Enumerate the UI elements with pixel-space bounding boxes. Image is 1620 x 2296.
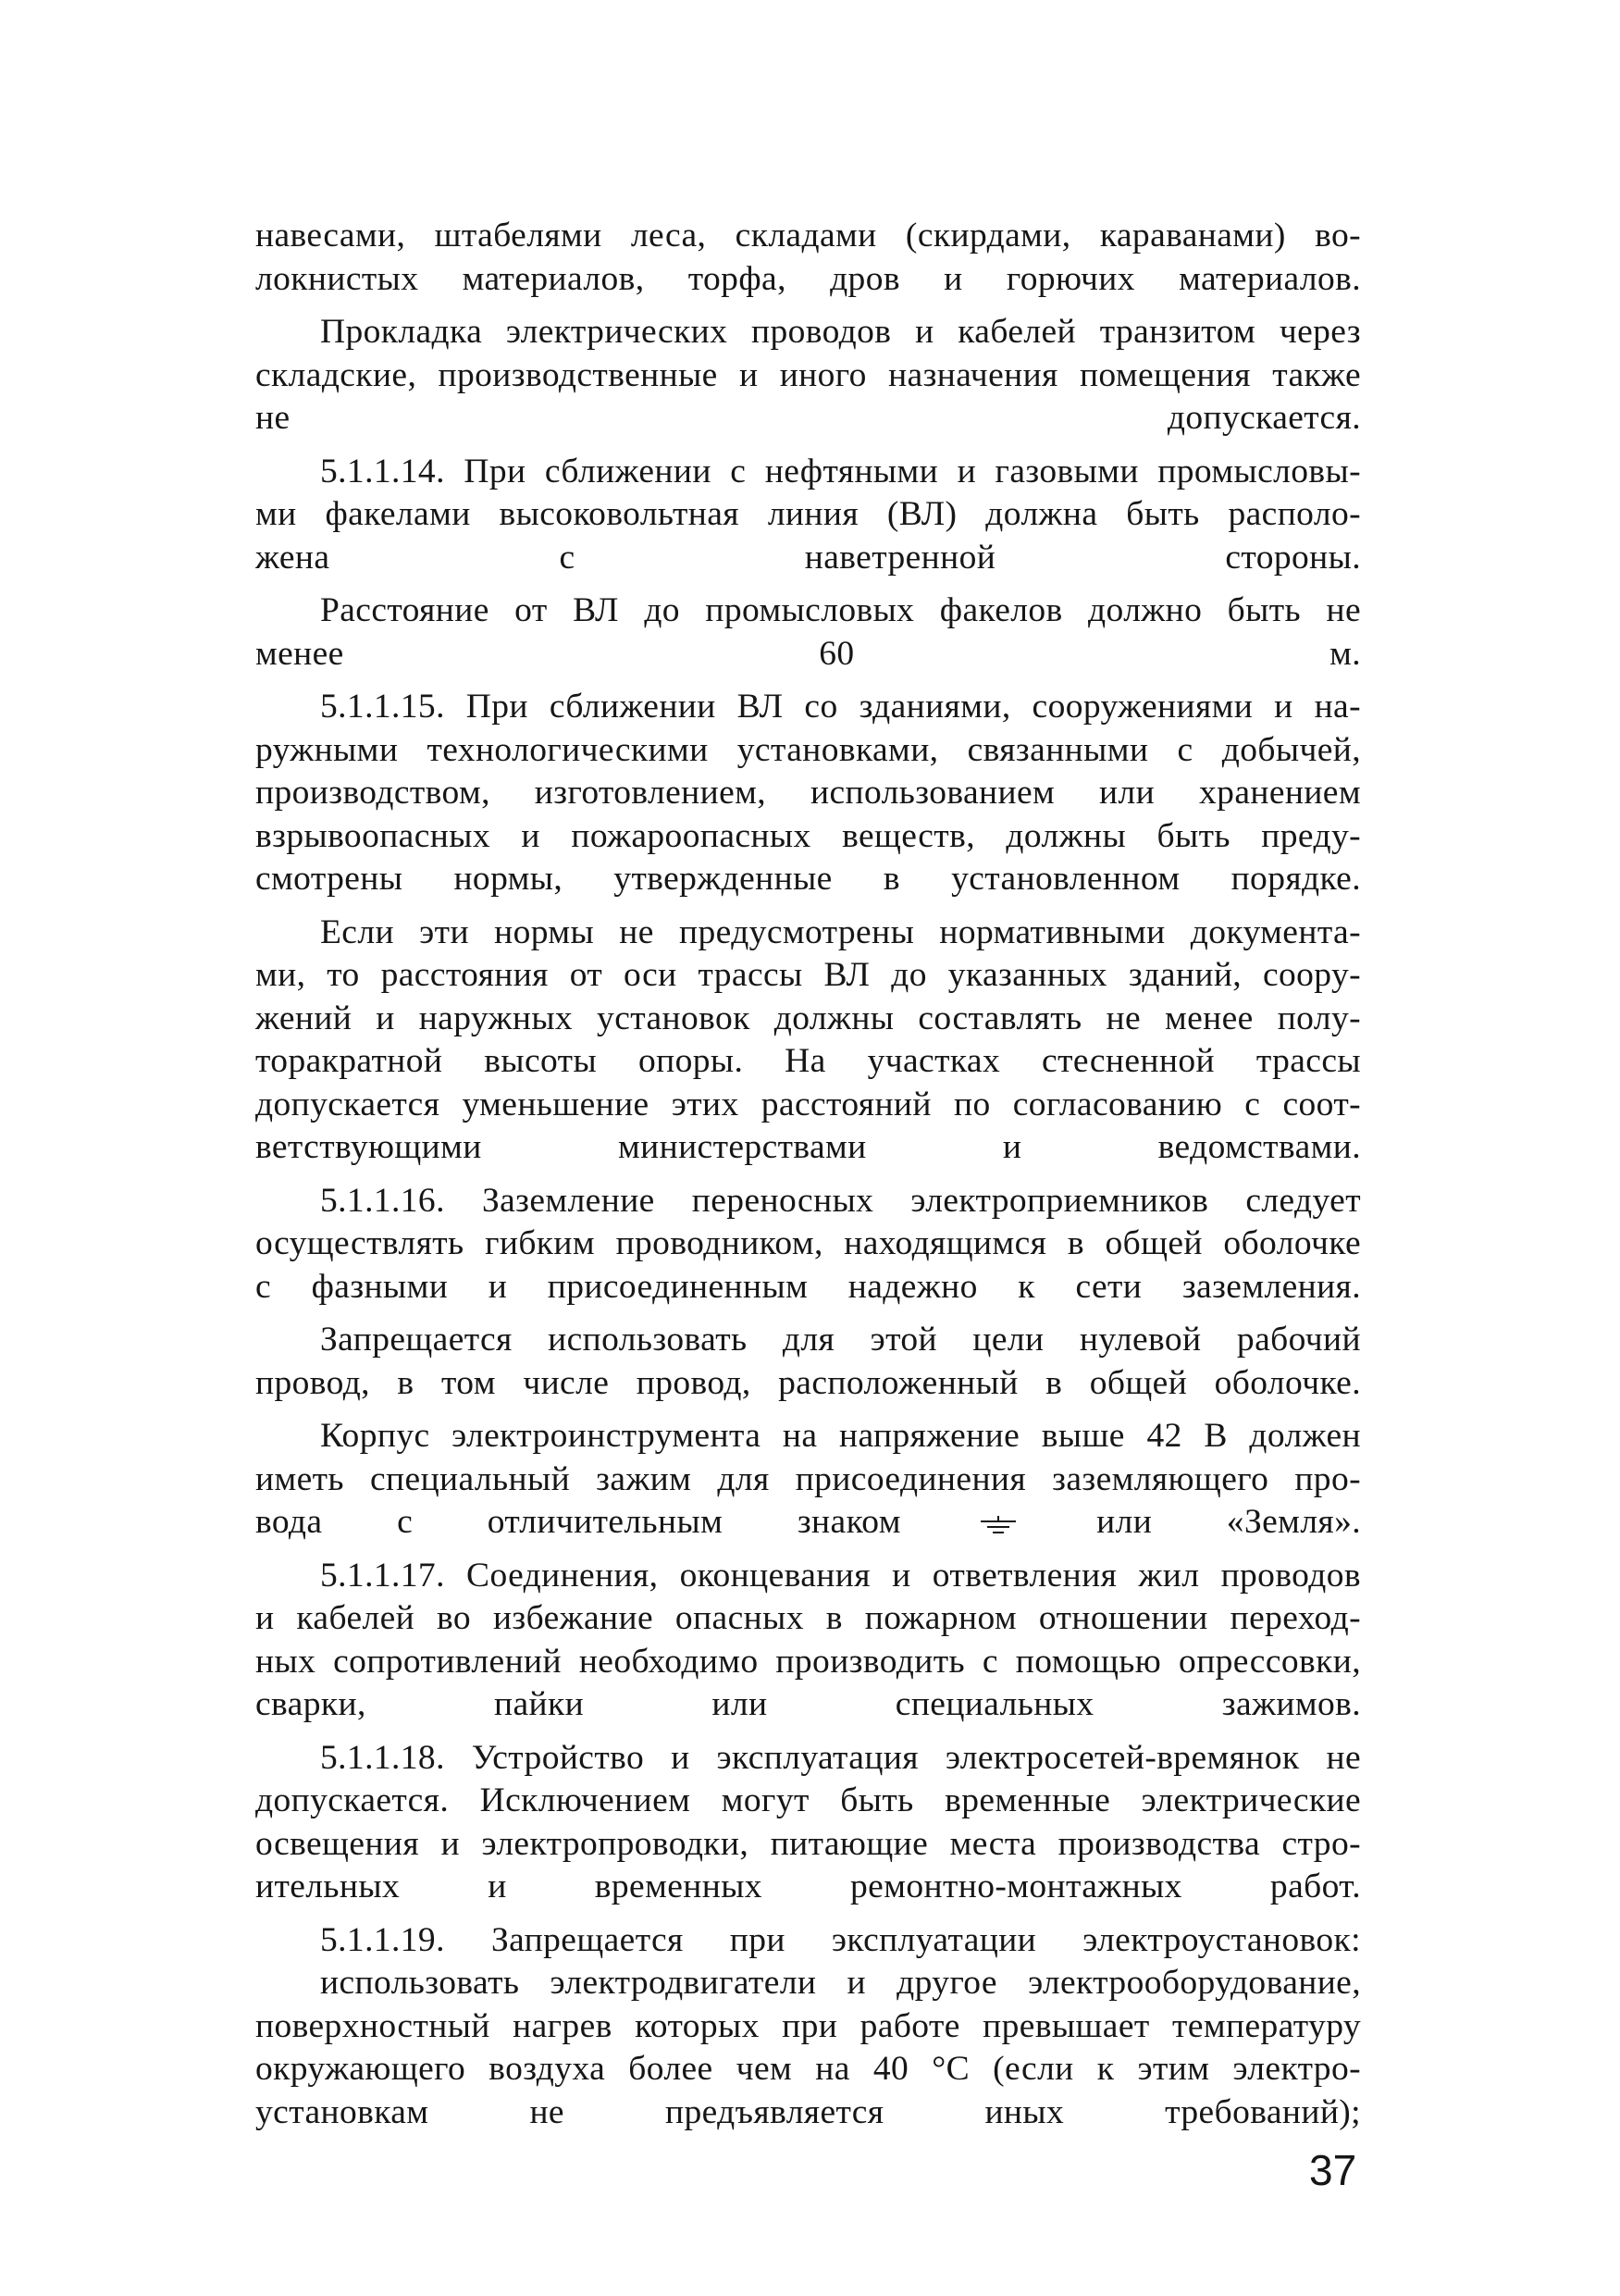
text-line: иметь специальный зажим для присоединения заземляющего про- [255,1459,1361,1498]
text-line [255,1503,1361,1541]
text-line: 5.1.1.19. Запрещается при эксплуатации электроустановок: [320,1920,1361,1959]
text-line: менее 60 м. [255,634,1361,673]
page-number: 37 [1309,2146,1357,2194]
text-line: 5.1.1.17. Соединения, оконцевания и ответвления жил проводов [320,1556,1361,1595]
text-line: смотрены нормы, утвержденные в установленном порядке. [255,860,1361,898]
text-fragment: или «Земля». [1096,1503,1362,1541]
text-line: Расстояние от ВЛ до промысловых факелов должно быть не [320,591,1361,629]
text-line: ветствующими министерствами и ведомствами. [255,1128,1361,1166]
text-line: установкам не предъявляется иных требований); [255,2092,1361,2131]
text-line: окружающего воздуха более чем на 40 °С (если к этим электро- [255,2050,1361,2088]
paragraph-motors [255,1962,1361,2134]
text-line: локнистых материалов, торфа, дров и горючих материалов. [255,259,1361,298]
text-line: поверхностный нагрев которых при работе превышает температуру [255,2006,1361,2045]
text-line: складские, производственные и иного назначения помещения также [255,355,1361,394]
text-line: взрывоопасных и пожароопасных веществ, должны быть преду- [255,816,1361,855]
text-line: Прокладка электрических проводов и кабелей транзитом через [320,313,1361,351]
text-line: торакратной высоты опоры. На участках стесненной трассы [255,1042,1361,1080]
text-line: освещения и электропроводки, питающие места производства стро- [255,1824,1361,1863]
text-line: сварки, пайки или специальных зажимов. [255,1685,1361,1723]
paragraph-norms [255,912,1361,1170]
text-line: 5.1.1.18. Устройство и эксплуатация электросетей-времянок не [320,1738,1361,1777]
text-line: 5.1.1.16. Заземление переносных электроприемников следует [320,1181,1361,1220]
text-line: навесами, штабелями леса, складами (скирдами, караванами) во- [255,217,1361,254]
text-line: 5.1.1.14. При сближении с нефтяными и газовыми промысловы- [320,452,1361,490]
text-line: жений и наружных установок должны составлять не менее полу- [255,999,1361,1037]
text-line: допускается. Исключением могут быть временные электрические [255,1781,1361,1819]
text-line: допускается уменьшение этих расстояний по согласованию с соот- [255,1085,1361,1123]
text-line: ми, то расстояния от оси трассы ВЛ до указанных зданий, соору- [255,956,1361,994]
text-line: ми факелами высоковольтная линия (ВЛ) должна быть располо- [255,495,1361,533]
text-line: ружными технологическими установками, связанными с добычей, [255,730,1361,769]
ground-symbol-icon [979,1516,1018,1536]
paragraph-5-1-1-19 [255,1919,1361,1963]
paragraph-5-1-1-18 [255,1737,1361,1909]
text-line: осуществлять гибким проводником, находящимся в общей оболочке [255,1224,1361,1262]
text-line: провод, в том числе провод, расположенный в общей оболочке. [255,1363,1361,1402]
text-line: ных сопротивлений необходимо производить с помощью опрессовки, [255,1642,1361,1681]
text-line: Если эти нормы не предусмотрены нормативными документа- [320,912,1361,951]
paragraph-tool-housing [255,1415,1361,1545]
text-line: использовать электродвигатели и другое электрооборудование, [320,1964,1361,2002]
text-line: Запрещается использовать для этой цели нулевой рабочий [320,1321,1361,1359]
paragraph-5-1-1-14 [255,451,1361,580]
text-line: и кабелей во избежание опасных в пожарном отношении переход- [255,1599,1361,1637]
body-text [255,215,1361,2134]
paragraph-neutral-wire [255,1319,1361,1405]
text-line: не допускается. [255,399,1361,437]
paragraph-5-1-1-15 [255,686,1361,901]
text-line: с фазными и присоединенным надежно к сети заземления. [255,1267,1361,1306]
text-line: жена с наветренной стороны. [255,538,1361,577]
paragraph-continuation [255,215,1361,301]
text-fragment: вода с отличительным знаком [255,1503,901,1541]
text-line: ительных и временных ремонтно-монтажных работ. [255,1868,1361,1905]
paragraph-cable-transit [255,311,1361,441]
paragraph-distance-flares [255,590,1361,676]
text-line: производством, изготовлением, использованием или хранением [255,774,1361,812]
paragraph-5-1-1-17 [255,1555,1361,1727]
paragraph-5-1-1-16 [255,1180,1361,1309]
text-line: 5.1.1.15. При сближении ВЛ со зданиями, сооружениями и на- [320,688,1361,726]
text-line: Корпус электроинструмента на напряжение выше 42 В должен [320,1417,1361,1455]
